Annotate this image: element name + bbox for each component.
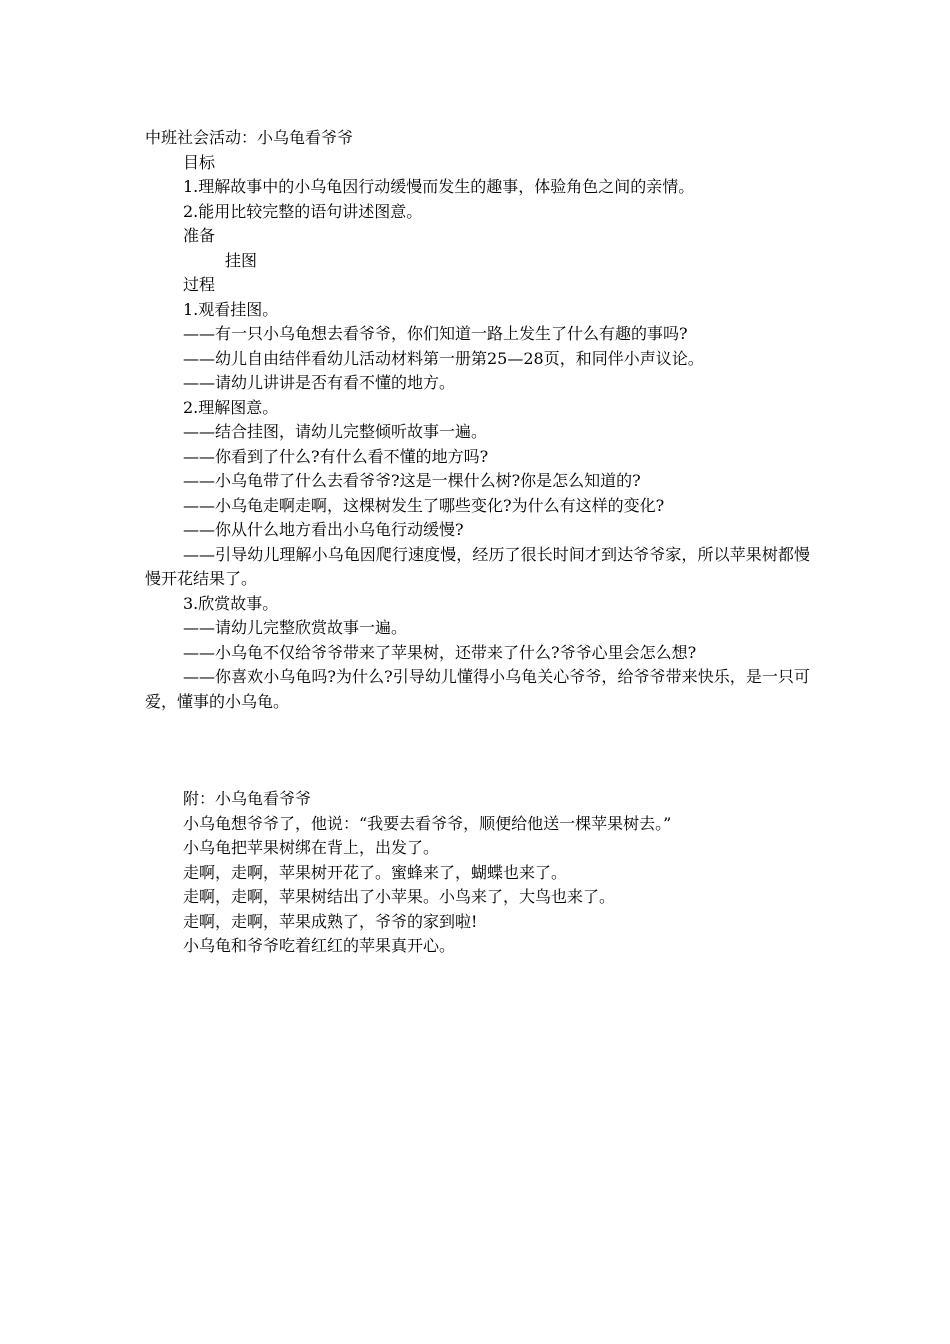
step2-long-item: ——引导幼儿理解小乌龟因爬行速度慢，经历了很长时间才到达爷爷家，所以苹果树都慢慢开花结果了。 (145, 544, 810, 588)
step2-item: ——小乌龟带了什么去看爷爷?这是一棵什么树?你是怎么知道的? (183, 471, 641, 490)
step2-heading: 2.理解图意。 (183, 397, 279, 417)
prep-item: 挂图 (225, 250, 258, 270)
step2-item: ——你从什么地方看出小乌龟行动缓慢? (183, 520, 464, 539)
step1-item: ——有一只小乌龟想去看爷爷，你们知道一路上发生了什么有趣的事吗? (183, 324, 688, 343)
step3-item: ——请幼儿完整欣赏故事一遍。 (183, 618, 408, 637)
step2-item: ——小乌龟走啊走啊，这棵树发生了哪些变化?为什么有这样的变化? (183, 495, 665, 515)
story-line: 走啊，走啊，苹果成熟了，爷爷的家到啦! (183, 911, 478, 931)
story-line: 小乌龟把苹果树绑在背上，出发了。 (183, 838, 440, 857)
step3-item: ——小乌龟不仅给爷爷带来了苹果树，还带来了什么?爷爷心里会怎么想? (183, 642, 697, 662)
step1-heading: 1.观看挂图。 (183, 299, 279, 319)
goal-item: 1.理解故事中的小乌龟因行动缓慢而发生的趣事，体验角色之间的亲情。 (183, 177, 695, 196)
story-line: 小乌龟想爷爷了，他说：“我要去看爷爷，顺便给他送一棵苹果树去。” (183, 813, 672, 833)
appendix-heading: 附：小乌龟看爷爷 (183, 789, 312, 808)
step2-item: ——你看到了什么?有什么看不懂的地方吗? (183, 446, 489, 466)
story-line: 走啊，走啊，苹果树结出了小苹果。小鸟来了，大鸟也来了。 (183, 887, 616, 906)
goal-heading: 目标 (183, 152, 216, 172)
section-gap (145, 714, 810, 787)
prep-heading: 准备 (183, 226, 216, 245)
story-line: 小乌龟和爷爷吃着红红的苹果真开心。 (183, 936, 456, 955)
step3-heading: 3.欣赏故事。 (183, 593, 279, 613)
step2-item: ——结合挂图，请幼儿完整倾听故事一遍。 (183, 422, 488, 441)
step1-item: ——幼儿自由结伴看幼儿活动材料第一册第25—28页，和同伴小声议论。 (183, 348, 704, 368)
document-body (145, 126, 810, 959)
story-line: 走啊，走啊，苹果树开花了。蜜蜂来了，蝴蝶也来了。 (183, 862, 568, 882)
step3-long-item: ——你喜欢小乌龟吗?为什么?引导幼儿懂得小乌龟关心爷爷，给爷爷带来快乐，是一只可爱，懂事的小乌龟。 (145, 667, 810, 711)
process-heading: 过程 (183, 275, 216, 294)
document-title: 中班社会活动：小乌龟看爷爷 (145, 128, 354, 147)
step1-item: ——请幼儿讲讲是否有看不懂的地方。 (183, 373, 456, 392)
goal-item: 2.能用比较完整的语句讲述图意。 (183, 201, 423, 221)
